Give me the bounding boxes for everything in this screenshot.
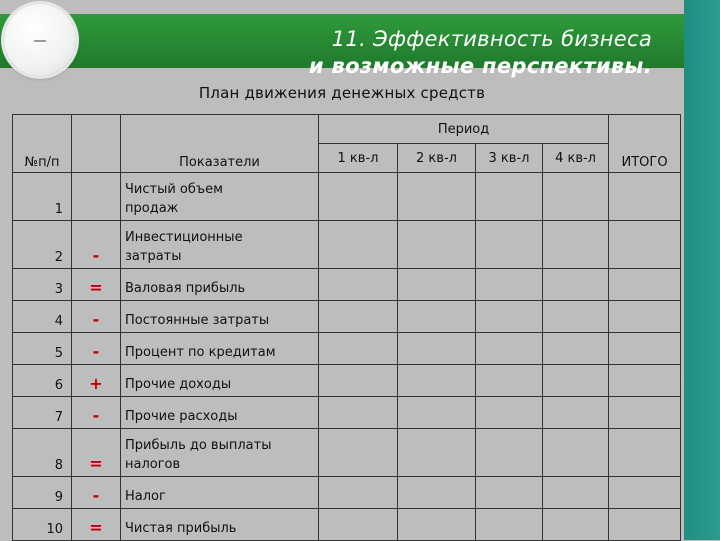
value-cell	[476, 509, 543, 541]
title-line-1: 11. Эффективность бизнеса	[331, 27, 652, 51]
value-cell	[476, 477, 543, 509]
value-cell	[398, 365, 476, 397]
row-number: 2	[13, 221, 72, 269]
value-cell	[398, 221, 476, 269]
row-indicator-line-2: налогов	[125, 457, 181, 472]
value-cell	[609, 221, 681, 269]
slide-title	[309, 26, 652, 80]
row-number: 4	[13, 301, 72, 333]
value-cell	[319, 173, 398, 221]
table-row	[13, 397, 681, 429]
value-cell	[398, 397, 476, 429]
value-cell	[609, 269, 681, 301]
logo-circle-icon	[4, 4, 76, 76]
value-cell	[609, 397, 681, 429]
title-line-2: и возможные перспективы.	[308, 54, 652, 78]
value-cell	[398, 509, 476, 541]
value-cell	[319, 221, 398, 269]
value-cell	[319, 269, 398, 301]
value-cell	[319, 509, 398, 541]
table-row	[13, 477, 681, 509]
header-sign	[72, 115, 121, 173]
value-cell	[543, 429, 609, 477]
row-indicator-line-1: Чистый объем	[125, 182, 223, 197]
value-cell	[543, 477, 609, 509]
table-row	[13, 509, 681, 541]
row-indicator-line-1: Прочие расходы	[125, 409, 238, 424]
value-cell	[398, 333, 476, 365]
value-cell	[609, 173, 681, 221]
table-row	[13, 221, 681, 269]
table-row	[13, 269, 681, 301]
row-sign: -	[72, 221, 121, 269]
row-indicator	[121, 173, 319, 221]
value-cell	[319, 429, 398, 477]
header-indicator: Показатели	[121, 115, 319, 173]
value-cell	[476, 429, 543, 477]
value-cell	[398, 477, 476, 509]
value-cell	[476, 269, 543, 301]
value-cell	[319, 301, 398, 333]
table-caption: План движения денежных средств	[198, 84, 486, 102]
side-strip	[684, 0, 720, 540]
value-cell	[476, 333, 543, 365]
row-sign	[72, 173, 121, 221]
value-cell	[543, 269, 609, 301]
header-total: ИТОГО	[609, 115, 681, 173]
row-indicator	[121, 269, 319, 301]
value-cell	[543, 509, 609, 541]
row-sign: =	[72, 509, 121, 541]
row-indicator	[121, 333, 319, 365]
row-indicator-line-1: Инвестиционные	[125, 230, 243, 245]
row-number: 3	[13, 269, 72, 301]
value-cell	[398, 301, 476, 333]
value-cell	[319, 477, 398, 509]
row-sign: =	[72, 429, 121, 477]
value-cell	[476, 397, 543, 429]
row-number: 1	[13, 173, 72, 221]
row-indicator-line-1: Чистая прибыль	[125, 521, 237, 536]
row-indicator	[121, 477, 319, 509]
row-sign: =	[72, 269, 121, 301]
value-cell	[398, 173, 476, 221]
row-indicator-line-1: Постоянные затраты	[125, 313, 270, 328]
value-cell	[609, 365, 681, 397]
row-number: 5	[13, 333, 72, 365]
row-indicator-line-2: затраты	[125, 249, 182, 264]
value-cell	[398, 269, 476, 301]
cashflow-table	[12, 114, 681, 541]
value-cell	[319, 333, 398, 365]
row-sign: -	[72, 397, 121, 429]
value-cell	[543, 173, 609, 221]
value-cell	[476, 173, 543, 221]
value-cell	[319, 397, 398, 429]
row-number: 9	[13, 477, 72, 509]
row-sign: -	[72, 477, 121, 509]
value-cell	[609, 301, 681, 333]
row-indicator-line-1: Валовая прибыль	[125, 281, 246, 296]
row-number: 6	[13, 365, 72, 397]
row-number: 8	[13, 429, 72, 477]
header-period-3: 3 кв-л	[476, 144, 543, 173]
header-period: Период	[319, 115, 609, 144]
value-cell	[609, 509, 681, 541]
value-cell	[543, 221, 609, 269]
row-indicator-line-1: Процент по кредитам	[125, 345, 276, 360]
row-indicator	[121, 365, 319, 397]
row-indicator	[121, 429, 319, 477]
value-cell	[543, 301, 609, 333]
header-period-4: 4 кв-л	[543, 144, 609, 173]
row-number: 10	[13, 509, 72, 541]
table-row	[13, 173, 681, 221]
value-cell	[609, 333, 681, 365]
header-row-1	[13, 115, 681, 144]
row-number: 7	[13, 397, 72, 429]
row-sign: -	[72, 301, 121, 333]
row-indicator-line-1: Прибыль до выплаты	[125, 438, 272, 453]
row-indicator	[121, 397, 319, 429]
value-cell	[476, 365, 543, 397]
table-row	[13, 365, 681, 397]
value-cell	[543, 397, 609, 429]
row-sign: -	[72, 333, 121, 365]
row-indicator	[121, 301, 319, 333]
value-cell	[543, 333, 609, 365]
value-cell	[398, 429, 476, 477]
table-row	[13, 429, 681, 477]
header-period-1: 1 кв-л	[319, 144, 398, 173]
header-num: №п/п	[13, 115, 72, 173]
value-cell	[609, 477, 681, 509]
header-bar	[0, 14, 690, 78]
row-indicator-line-1: Налог	[125, 489, 166, 504]
table-row	[13, 301, 681, 333]
value-cell	[319, 365, 398, 397]
header-period-2: 2 кв-л	[398, 144, 476, 173]
row-indicator	[121, 221, 319, 269]
row-indicator	[121, 509, 319, 541]
value-cell	[476, 221, 543, 269]
row-indicator-line-1: Прочие доходы	[125, 377, 232, 392]
value-cell	[476, 301, 543, 333]
value-cell	[609, 429, 681, 477]
value-cell	[543, 365, 609, 397]
row-sign: +	[72, 365, 121, 397]
table-row	[13, 333, 681, 365]
row-indicator-line-2: продаж	[125, 201, 179, 216]
